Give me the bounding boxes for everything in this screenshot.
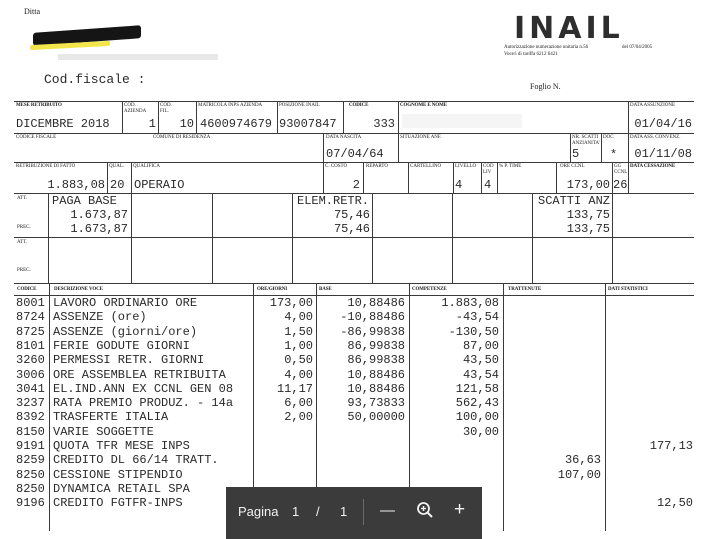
label-reparto: REPARTO [366,164,388,169]
label-scatti: NR. SCATTI ANZIANITA' [572,135,600,146]
label-cod-fil: COD. FIL. [160,103,172,114]
label-cod-azienda: COD. AZIENDA [124,103,147,114]
foglio-label: Foglio N. [530,82,561,91]
label-doc: DOC [603,135,614,140]
cell-descrizione: RATA PREMIO PRODUZ. - 14a [53,397,234,411]
cell-competenze: -43,54 [455,311,499,325]
label-codice-fiscale: CODICE FISCALE [16,135,57,140]
label-cognome: COGNOME E NOME [400,103,447,108]
label-att-2: ATT. [17,240,28,245]
paga-base-label: PAGA BASE [52,194,117,208]
label-posizione: POSIZIONE INAIL [279,103,320,108]
current-page-input[interactable]: 1 [292,504,300,519]
th-competenze: COMPETENZE [412,287,447,292]
label-mese: MESE RETRIBUITO [16,103,62,108]
cell-descrizione: EL.IND.ANN EX CCNL GEN 08 [53,382,234,396]
codice-fiscale-label: Cod.fiscale : [44,72,146,87]
cell-base: -86,99838 [340,325,405,339]
cell-ore: 4,00 [284,368,313,382]
cell-descrizione: ORE ASSEMBLEA RETRIBUITA [53,368,226,382]
label-retribuzione: RETRIBUZIONE DI FATTO [16,164,76,169]
value-data-nascita: 07/04/64 [326,147,384,161]
value-posizione: 93007847 [279,117,337,131]
value-doc: * [610,148,618,162]
cell-competenze: 562,43 [455,397,499,411]
th-descrizione: DESCRIZIONE VOCE [54,287,103,292]
value-gg-ccnl: 26 [613,178,628,192]
cell-base: 93,73833 [347,397,405,411]
redacted-employee-name [402,114,522,128]
zoom-out-button[interactable]: — [380,502,395,519]
table-row [0,454,705,467]
th-ore: ORE/GIORNI [257,287,288,292]
label-livello: LIVELLO [455,164,477,169]
cell-codice: 8725 [16,325,45,339]
label-data-cessazione: DATA CESSAZIONE [630,164,676,169]
value-matricola: 4600974679 [200,117,273,131]
scatti-anz-att: 133,75 [566,208,610,222]
value-data-assunzione: 01/04/16 [634,117,692,131]
ditta-label: Ditta [24,7,40,16]
value-cod-azienda: 1 [148,117,156,131]
cell-competenze: 43,54 [462,368,499,382]
zoom-in-button[interactable]: + [454,499,466,520]
elem-retr-att: 75,46 [333,208,370,222]
cell-ore: 11,17 [276,382,313,396]
value-ore-ccnl: 173,00 [566,178,610,192]
cell-base: 10,88486 [347,382,405,396]
paga-base-att: 1.673,87 [70,208,128,222]
redacted-address [58,54,218,60]
cell-codice: 8392 [16,411,45,425]
inail-logo [512,12,624,42]
cell-codice: 8250 [16,482,45,496]
scatti-anz-label: SCATTI ANZ [538,194,611,208]
cell-descrizione: QUOTA TFR MESE INPS [53,440,190,453]
value-qualifica: OPERAIO [134,178,185,192]
cell-base: -10,88486 [340,311,405,325]
cell-descrizione: VARIE SOGGETTE [53,425,154,439]
scatti-anz-prec: 133,75 [566,222,610,236]
cell-competenze: 87,00 [462,339,499,353]
label-data-assunzione: DATA ASSUNZIONE [630,103,676,108]
cell-ore: 1,50 [284,325,313,339]
table-row [0,297,705,310]
cell-codice: 8724 [16,311,45,325]
cell-base: 50,00000 [347,411,405,425]
cell-competenze: -130,50 [448,325,499,339]
table-row [0,411,705,424]
cell-competenze: 121,58 [455,382,499,396]
label-prec: PREC. [17,225,31,230]
cell-descrizione: ASSENZE (ore) [53,311,147,325]
page-separator: / [316,504,320,519]
elem-retr-label: ELEM.RETR. [297,194,370,208]
table-row [0,340,705,353]
cell-descrizione: FERIE GODUTE GIORNI [53,339,190,353]
label-att: ATT. [17,196,28,201]
label-qual: QUAL. [109,164,125,169]
value-data-ass-conv: 01/11/08 [634,147,692,161]
cell-ore: 0,50 [284,354,313,368]
cell-codice: 8259 [16,454,45,468]
label-qualifica: QUALIFICA [133,164,160,169]
cell-codice: 8250 [16,468,45,482]
cell-trattenute: 107,00 [557,468,601,482]
cell-descrizione: ASSENZE (giorni/ore) [53,325,198,339]
auth-note-2: Voce/i di tariffa 6212 6421 [504,52,558,57]
table-row [0,469,705,482]
value-costo: 2 [352,178,360,192]
cell-dati: 177,13 [649,440,693,453]
cell-competenze: 43,50 [462,354,499,368]
cell-codice: 8101 [16,339,45,353]
page-label: Pagina [238,504,279,519]
table-row [0,440,705,453]
auth-note-1: Autorizzazione numerazione unitaria n.56 [504,45,589,50]
value-scatti: 5 [572,147,580,161]
label-ore-ccnl: ORE CCNL [560,164,585,169]
cell-base: 86,99838 [347,339,405,353]
label-matricola: MATRICOLA INPS AZIENDA [198,103,263,108]
cell-base: 86,99838 [347,354,405,368]
label-situazione: SITUAZIONE ANF. [400,135,442,140]
cell-competenze: 1.883,08 [441,297,499,310]
cell-descrizione: CESSIONE STIPENDIO [53,468,183,482]
cell-base: 10,88486 [347,297,405,310]
cell-competenze: 30,00 [462,425,499,439]
label-pt: % P. TIME [499,164,522,169]
cell-codice: 9196 [16,497,45,511]
table-row [0,383,705,396]
th-dati: DATI STATISTICI [608,287,648,292]
label-comune: COMUNE DI RESIDENZA [153,135,211,140]
cell-descrizione: LAVORO ORDINARIO ORE [53,297,198,310]
cell-ore: 173,00 [269,297,313,310]
label-prec-2: PREC. [17,268,31,273]
cell-codice: 8001 [16,297,45,310]
label-cod-liv: COD LIV [483,164,494,175]
table-row [0,354,705,367]
value-qual: 20 [110,178,125,192]
label-codice: CODICE [349,103,369,108]
cell-ore: 4,00 [284,311,313,325]
value-codice: 333 [373,117,395,131]
cell-codice: 8150 [16,425,45,439]
cell-codice: 9191 [16,440,45,453]
cell-ore: 2,00 [284,411,313,425]
cell-ore: 1,00 [284,339,313,353]
toolbar-divider [363,499,364,525]
table-row [0,311,705,324]
cell-trattenute: 36,63 [564,454,601,468]
label-gg-ccnl: GG CCNL [614,164,628,175]
cell-descrizione: CREDITO DL 66/14 TRATT. [53,454,219,468]
table-row [0,369,705,382]
label-costo: C. COSTO [325,164,348,169]
cell-codice: 3041 [16,382,45,396]
cell-codice: 3006 [16,368,45,382]
value-mese: DICEMBRE 2018 [16,117,110,131]
cell-codice: 3260 [16,354,45,368]
zoom-icon[interactable] [416,501,434,522]
value-cod-fil: 10 [179,117,194,131]
table-row [0,397,705,410]
cell-competenze: 100,00 [455,411,499,425]
th-base: BASE [319,287,332,292]
svg-text:INAIL: INAIL [514,12,624,42]
value-retribuzione: 1.883,08 [47,178,105,192]
value-cod-liv: 4 [484,178,492,192]
th-trattenute: TRATTENUTE [508,287,542,292]
value-livello: 4 [455,178,463,192]
pdf-viewer-toolbar [226,487,482,539]
total-pages: 1 [340,504,348,519]
table-row [0,326,705,339]
label-data-ass-conv: DATA ASS. CONVENZ. [630,135,681,140]
auth-date: del 07/04/2005 [622,45,653,50]
elem-retr-prec: 75,46 [333,222,370,236]
th-codice: CODICE [17,287,37,292]
cell-descrizione: DYNAMICA RETAIL SPA [53,482,190,496]
label-data-nascita: DATA NASCITA [326,135,362,140]
cell-descrizione: TRASFERTE ITALIA [53,411,169,425]
cell-ore: 6,00 [284,397,313,411]
paga-base-prec: 1.673,87 [70,222,128,236]
cell-dati: 12,50 [656,497,693,511]
cell-base: 10,88486 [347,368,405,382]
table-row [0,426,705,439]
label-cartellino: CARTELLINO [410,164,442,169]
cell-descrizione: PERMESSI RETR. GIORNI [53,354,205,368]
cell-codice: 3237 [16,397,45,411]
cell-descrizione: CREDITO FGTFR-INPS [53,497,183,511]
